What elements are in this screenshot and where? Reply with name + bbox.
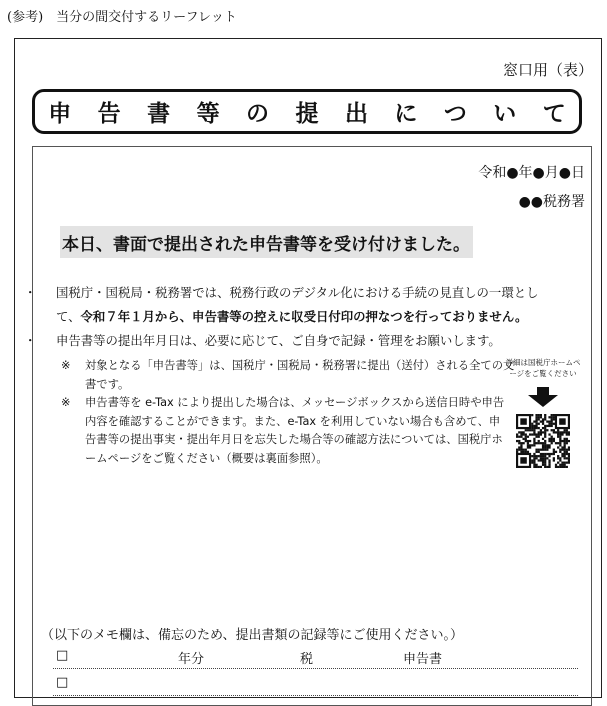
memo-checkbox[interactable]: □: [56, 648, 69, 663]
title-char: い: [493, 101, 517, 127]
qr-caption: 詳細は国税庁ホームページをご覧ください: [505, 358, 581, 378]
note-item: [61, 357, 521, 394]
bullet-text: 申告書等の提出年月日は、必要に応じて、ご自身で記録・管理をお願いします。: [56, 333, 501, 348]
window-label: 窓口用（表）: [502, 61, 593, 79]
qr-area: [503, 357, 583, 468]
title-char: 等: [196, 101, 220, 127]
note-text: 申告書等を e-Tax により提出した場合は、メッセージボックスから送信日時や申告内容を確認することができます。また、e-Tax を利用していない場合も含めて、申告書等の提出事実・提出年月日を忘失した場合等の確認方法については、国税庁ホームページをご覧ください（概要は裏面参照）。: [85, 396, 505, 465]
bullet-text-prefix: て、: [56, 309, 81, 324]
bullet-text: 国税庁・国税局・税務署では、税務行政のデジタル化における手続の見直しの一環とし: [56, 285, 539, 300]
bullet-dot: ・: [24, 333, 37, 348]
memo-checkbox[interactable]: □: [56, 675, 69, 690]
title-box: [32, 89, 582, 134]
note-mark: ※: [61, 396, 71, 409]
title-char: つ: [443, 101, 467, 127]
qr-code-icon[interactable]: [516, 414, 570, 468]
bullet-dot: ・: [24, 285, 37, 300]
title-char: 提: [295, 101, 319, 127]
memo-tax-label: 税: [300, 652, 314, 667]
bullet-text-bold: 令和７年１月から、申告書等の控えに収受日付印の押なつを行っておりません。: [80, 309, 528, 324]
title-char: 申: [48, 101, 72, 127]
note-item: [61, 394, 506, 468]
memo-row: [53, 646, 578, 669]
title-char: て: [542, 101, 566, 127]
title-char: 出: [344, 101, 368, 127]
date-line: 令和●年●月●日: [478, 165, 585, 181]
tax-office-line: ●●税務署: [518, 194, 585, 210]
note-mark: ※: [61, 359, 71, 372]
memo-year-label: 年分: [178, 652, 205, 667]
receipt-notice-text: 本日、書面で提出された申告書等を受け付けました。: [62, 234, 470, 255]
title-char: 書: [147, 101, 171, 127]
receipt-notice: [60, 226, 473, 258]
memo-lead: （以下のメモ欄は、備忘のため、提出書類の記録等にご使用ください。）: [41, 628, 463, 643]
bullet-item-continuation: [38, 305, 593, 329]
leaflet-sheet: [14, 38, 602, 698]
memo-form-label: 申告書: [403, 652, 443, 667]
note-text: 対象となる「申告書等」は、国税庁・国税局・税務署に提出（送付）される全ての文書です。: [85, 359, 515, 391]
header-note: (参考) 当分の間交付するリーフレット: [7, 10, 237, 25]
bullet-item: [24, 329, 593, 353]
title-char: の: [246, 101, 270, 127]
content-panel: [24, 146, 592, 706]
down-arrow-icon: [528, 387, 558, 407]
bullet-item: [24, 281, 593, 305]
title-char: 告: [97, 101, 121, 127]
title-char: に: [394, 101, 418, 127]
